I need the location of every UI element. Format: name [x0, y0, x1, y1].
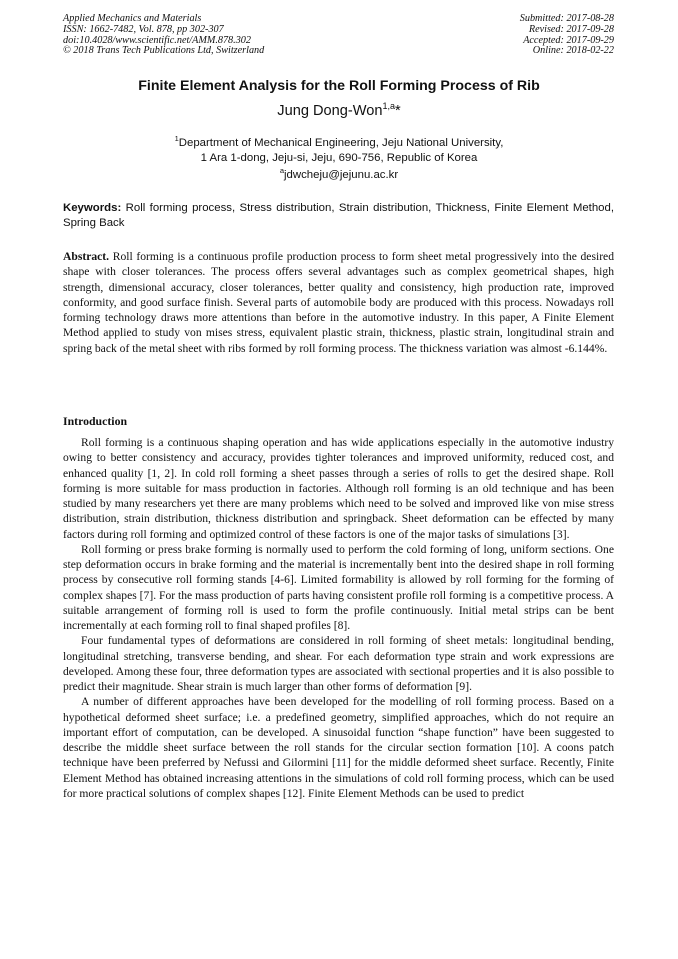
date-online: Online: 2018-02-22	[532, 45, 614, 57]
author-superscript: 1,a	[382, 101, 396, 111]
affiliation-line1: Department of Mechanical Engineering, Jeju National University,	[178, 136, 504, 149]
journal-header-left	[63, 14, 264, 57]
affiliation	[0, 131, 678, 166]
affiliation-line2: 1 Ara 1-dong, Jeju-si, Jeju, 690-756, Republic of Korea	[200, 151, 478, 164]
journal-name: Applied Mechanics and Materials	[63, 13, 202, 24]
intro-paragraph: A number of different approaches have been developed for the modelling of roll forming process. Based on a hypothetical deformed sheet surface; i.e. a predefined geometry, simplified approaches, which do not require an important effort of computation, can be developed. A sinusoidal function “shape function” have been suggested to describe the middle sheet surface between the roll stands for the circular section formation [10]. A coons patch technique have been preferred by Nefussi and Gilormini [11] for the middle deformed sheet surface. Recently, Finite Element Method has obtained increasing attentions in the simulations of cold roll forming process, which can be used for more practical solutions of complex shapes [12]. Finite Element Methods can be used to predict	[63, 695, 614, 800]
journal-header-right	[520, 14, 614, 57]
abstract	[63, 249, 614, 356]
author-email-line	[0, 166, 678, 181]
date-submitted: Submitted: 2017-08-28	[519, 13, 614, 24]
keywords	[63, 201, 614, 231]
paper-title: Finite Element Analysis for the Roll Forming Process of Rib	[138, 78, 540, 94]
section-heading-introduction: Introduction	[63, 414, 128, 428]
author-star: *	[395, 102, 401, 119]
author-line	[0, 101, 678, 119]
date-revised: Revised: 2017-09-28	[528, 23, 614, 35]
journal-doi: doi:10.4028/www.scientific.net/AMM.878.302	[63, 34, 251, 46]
journal-copyright: © 2018 Trans Tech Publications Ltd, Switzerland	[63, 45, 265, 57]
affiliation-superscript: 1	[174, 134, 179, 143]
keywords-text: Roll forming process, Stress distribution, Strain distribution, Thickness, Finite Element Method, Spring Back	[63, 202, 614, 230]
email-superscript: a	[279, 166, 285, 175]
author-email: jdwcheju@jejunu.ac.kr	[284, 168, 399, 181]
intro-paragraph: Roll forming or press brake forming is normally used to perform the cold forming of long, uniform sections. One step deformation occurs in brake forming and the material is incrementally bent into the desired shape in roll forming process by consecutive roll forming stands [4-6]. Limited formability is allowed by roll forming for the forming of complex shapes [7]. For the mass production of parts having consistent profile roll forming is a competitive process. A suitable arrangement of forming roll is used to form the profile continuously. Initial metal strips can be bent incrementally at each forming roll to final shaped profiles [8].	[63, 542, 614, 632]
abstract-text: Roll forming is a continuous profile production process to form sheet metal progressively into the desired shape with closer tolerances. The process offers several advantages such as complex geometrical shapes, high strength, dimensional accuracy, closer tolerances, better quality and consistency, high production rate, improved conformity, and good surface finish. Several parts of automobile body are produced with this process. Nowadays roll forming technology draws more attentions than before in the automotive industry. In this paper, A Finite Element Method applied to study von mises stress, equivalent plastic strain, thickness, plastic strain, longitudinal strain and spring back of the metal sheet with ribs formed by roll forming process. The thickness variation was almost -6.144%.	[63, 250, 614, 355]
author-name: Jung Dong-Won	[277, 102, 383, 119]
abstract-label: Abstract.	[63, 250, 110, 263]
journal-issn: ISSN: 1662-7482, Vol. 878, pp 302-307	[63, 23, 224, 35]
keywords-label: Keywords:	[63, 202, 122, 214]
intro-paragraph: Four fundamental types of deformations are considered in roll forming of sheet metals: longitudinal bending, longitudinal stretching, transverse bending, and shear. For each deformation type strain and work expressions are developed. Among these four, three deformation types are associated with sectional properties and it is also possible to predict their magnitude. Shear strain is much larger than other forms of deformation [9].	[63, 634, 614, 693]
intro-paragraph: Roll forming is a continuous shaping operation and has wide applications especially in the automotive industry owing to better consistency and accuracy, provides tighter tolerances and improved uniformity, reduced cost, and enhanced quality [1, 2]. In cold roll forming a sheet passes through a series of rolls to get the desired shape. Roll forming is more suitable for mass production in factories. Although roll forming is an old technique and has been studied by many researchers yet there are many problems which need to be solved and improved like von mise stress distribution, strain distribution, thickness distribution and springback. Sheet deformation can be effected by many factors during roll forming and optimized control of these factors is one of the major tasks of simulations [3].	[63, 436, 614, 541]
date-accepted: Accepted: 2017-09-29	[523, 34, 614, 46]
introduction-body	[63, 435, 614, 801]
